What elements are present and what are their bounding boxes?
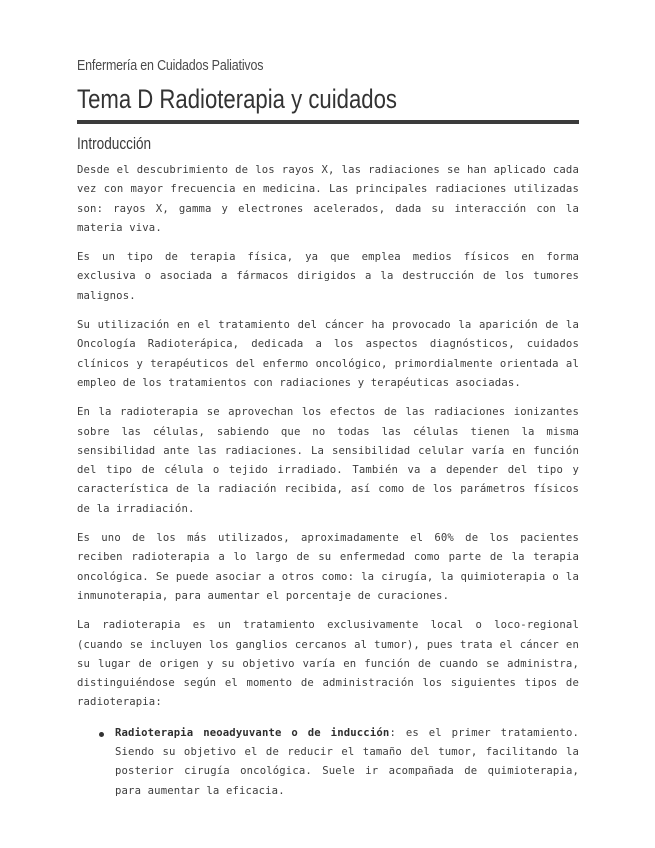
paragraph-1: Desde el descubrimiento de los rayos X, las radiaciones se han aplicado cada vez con mayor frecuencia en medicina. Las principales radiaciones utilizadas son: rayos X, gamma y electrones acelerados, dada su interacción con la materia viva. <box>77 164 579 234</box>
paragraph-3: Su utilización en el tratamiento del cáncer ha provocado la aparición de la Oncología Radioterápica, dedicada a los aspectos diagnósticos, cuidados clínicos y terapéuticos del enfermo oncológico, primordialmente orientada al empleo de los tratamientos con radiaciones y terapéuticas asociadas. <box>77 319 579 389</box>
title-divider <box>77 120 579 124</box>
document-page <box>77 0 579 801</box>
paragraph-6: La radioterapia es un tratamiento exclusivamente local o loco-regional (cuando se incluyen los ganglios cercanos al tumor), pues trata el cáncer en su lugar de origen y su objetivo varía en función de cuando se administra, distinguiéndose según el momento de administración los siguientes tipos de radioterapia: <box>77 619 579 709</box>
paragraph-2: Es un tipo de terapia física, ya que emplea medios físicos en forma exclusiva o asociada a fármacos dirigidos a la destrucción de los tumores malignos. <box>77 251 579 302</box>
document-subject: Enfermería en Cuidados Paliativos <box>77 58 264 74</box>
paragraph-5: Es uno de los más utilizados, aproximadamente el 60% de los pacientes reciben radioterapia a lo largo de su enfermedad como parte de la terapia oncológica. Se puede asociar a otros como: la cirugía, la quimioterapia o la inmunoterapia, para aumentar el porcentaje de curaciones. <box>77 532 579 602</box>
radiotherapy-types-list <box>77 724 579 801</box>
list-item <box>77 724 579 801</box>
list-item-term: Radioterapia neoadyuvante o de inducción <box>115 726 390 739</box>
bullet-icon <box>99 732 104 737</box>
document-title: Tema D Radioterapia y cuidados <box>77 84 397 114</box>
paragraph-4: En la radioterapia se aprovechan los efectos de las radiaciones ionizantes sobre las células, sabiendo que no todas las células tienen la misma sensibilidad ante las radiaciones. La sensibilidad celular varía en función del tipo de célula o tejido irradiado. También va a depender del tipo y característica de la radiación recibida, así como de los parámetros físicos de la irradiación. <box>77 406 579 515</box>
list-item-text: : es el primer tratamiento. Siendo su objetivo el de reducir el tamaño del tumor, facilitando la posterior cirugía oncológica. Suele ir acompañada de quimioterapia, para aumentar la eficacia. <box>115 726 579 797</box>
section-heading: Introducción <box>77 134 152 153</box>
